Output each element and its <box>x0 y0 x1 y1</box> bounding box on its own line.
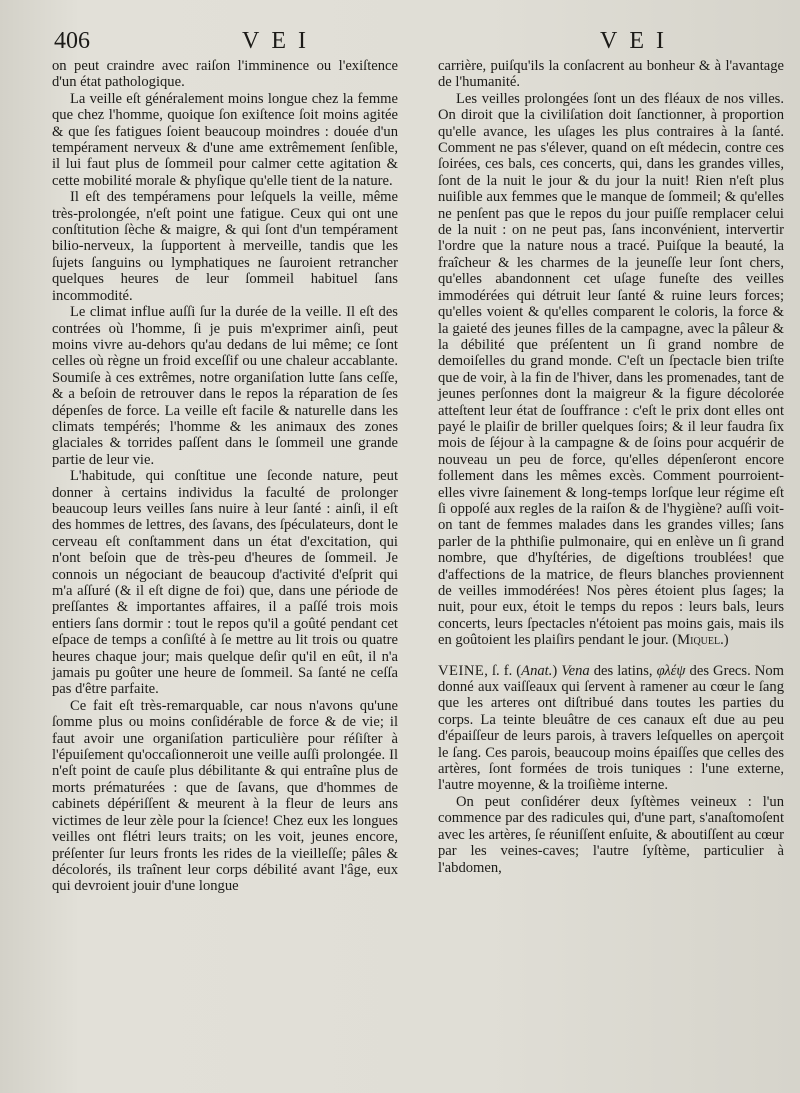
paragraph: Ce fait eſt très-remarquable, car nous n'avons qu'une ſomme plus ou moins conſidérable de force & de vie; il faut avoir une organiſation particulière pour réſiſter à l'épuiſement qu'occaſionneroit une veille auſſi prolongée. Il n'eſt point de cauſe plus débilitante & qui entraîne plus de morts prématurées : que de ſavans, que d'hommes de cabinets dépériſſent & meurent à la fleur de leurs ans victimes de leur zèle pour la ſcience! Chez eux les longues veilles ont flétri leurs traits; on les voit, jeunes encore, préſenter ſur leurs fronts les rides de la vieilleſſe; pâles & décolorés, ils traînent leur corps débilité avant l'âge, eux qui devroient jouir d'une longue <box>52 697 398 895</box>
entry-grammar: , ſ. f. ( <box>484 662 522 679</box>
paragraph: La veille eſt généralement moins longue chez la femme que chez l'homme, quoique ſon exiſtence ſoit moins agitée & que ſes fatigues ſoient beaucoup moindres : douée d'un tempérament nerveux & d'une ame extrêmement ſenſible, il lui faut plus de ſommeil pour calmer cette agitation & cette mobilité morale & phyſique qu'elle tient de la nature. <box>52 90 398 189</box>
running-head-right: VEI <box>600 28 676 54</box>
entry-latin-rest: des latins, <box>589 662 657 679</box>
entry-latin-word: Vena <box>561 662 590 679</box>
author-signature: (Miquel.) <box>672 632 729 649</box>
page-number: 406 <box>54 28 90 54</box>
paragraph-text: Les veilles prolongées ſont un des fléaux de nos villes. On diroit que la civiliſation doit ſanctionner, à proportion qu'elle avance, les uſages les plus contraires à la ſanté. Comment ne pas s'élever, quand on eſt médecin, contre ces ſoirées, ces bals, ces concerts, qui, dans les grandes villes, ſont de la nuit le jour & du jour la nuit! Rien n'eſt plus nuiſible aux femmes que le manque de ſommeil; & qu'elles ne penſent pas que le repos du jour puiſſe remplacer celui de la nuit : on ne peut pas, ſans inconvénient, intervertir l'ordre que la nature nous a tracé. Puiſque la beauté, la fraîcheur & les charmes de la jeuneſſe leur ſont chers, qu'elles abandonnent cet uſage funeſte des veilles immodérées qui détruit leur ſanté & ruine leurs forces; qu'elles voient & qu'elles comparent le coloris, la force & la gaieté des jeunes filles de la campagne, avec la pâleur & la débilité que préſentent un ſi grand nombre de demoiſelles du grand monde. C'eſt un ſpectacle bien triſte que de voir, à la fin de l'hiver, dans les promenades, tant de jeunes perſonnes dont la maigreur & la figure décolorée atteſtent leur état de ſouffrance : c'eſt le prix dont elles ont payé le plaiſir de briller quelques ſoirs; & il leur faudra ſix mois de ſéjour à la campagne & de ſoins pour acquérir de nouveau un peu de force, qu'elles dépenſeront encore follement dans les mêmes excès. Comment pourroient-elles vivre ſainement & long-temps lorſque leur régime eſt ſi oppoſé aux regles de la raiſon & de l'hygiène? auſſi voit-on tant de femmes malades dans les grandes villes; ſans parler de la phthiſie pulmonaire, qui en enlève un ſi grand nombre, que d'hyſtéries, de digeſtions troublées! que d'affections de la matrice, de fleurs blanches proviennent de veilles immodérées! Nos pères étoient plus ſages; la nuit, pour eux, étoit le temps du repos : leurs bals, leurs concerts, leurs ſpectacles n'étoient pas moins gais, mais ils en goûtoient les plaiſirs pendant le jour. <box>438 90 784 649</box>
running-head-left: VEI <box>242 28 318 54</box>
left-column <box>52 58 398 895</box>
text-columns <box>52 58 784 895</box>
entry-definition: des Grecs. Nom donné aux vaiſſeaux qui ſervent à ramener au cœur le ſang que les arteres ont diſtribué dans toutes les parties du corps. La teinte bleuâtre de ces canaux eſt due au peu d'épaiſſeur de leurs parois, à travers leſquelles on aperçoit le ſang. Ces parois, beaucoup moins épaiſſes que celles des artères, ſont formées de trois tuniques : l'une externe, l'autre moyenne, & la troiſième interne. <box>438 662 784 794</box>
paragraph: Il eſt des tempéramens pour leſquels la veille, même très-prolongée, n'eſt point une fatigue. Ceux qui ont une conſtitution ſèche & maigre, & qui ſont d'un tempérament bilio-nerveux, la ſupportent à merveille, tandis que les ſujets ſanguins ou lymphatiques ne ſauroient retrancher quelques heures de leur ſommeil habituel ſans incommodité. <box>52 189 398 304</box>
paragraph: Le climat influe auſſi ſur la durée de la veille. Il eſt des contrées où l'homme, ſi je puis m'exprimer ainſi, peut moins vivre au-dehors qu'au dedans de lui même; ce ſont celles où règne un froid exceſſif ou une chaleur accablante. Soumiſe à ces extrêmes, notre organiſation lutte ſans ceſſe, & a beſoin de retrouver dans le repos la réparation de ſes dépenſes de force. La veille eſt facile & naturelle dans les climats tempérés; l'homme & les animaux des zones glaciales & torrides paſſent dans le ſommeil une grande partie de leur vie. <box>52 304 398 468</box>
paragraph: L'habitude, qui conſtitue une ſeconde nature, peut donner à certains individus la faculté de prolonger beaucoup leurs veilles ſans nuire à leur ſanté : ainſi, il eſt des hommes de lettres, des ſavans, des ſpéculateurs, dont le cerveau eſt conſtamment dans un état d'excitation, qui n'ont beſoin que de très-peu d'heures de ſommeil. Je connois un négociant de beaucoup d'activité d'eſprit qui m'a aſſuré (& il eſt digne de foi) que, dans une période de preſſantes & importantes affaires, il a paſſé trois mois entiers ſans dormir : tout le repos qu'il a goûté pendant cet eſpace de temps a conſiſté à ſe mettre au lit trois ou quatre heures chaque jour; mais quelque deſir qu'il en eût, il n'a jamais pu goûter une heure de ſommeil. Sa ſanté ne ceſſa pas d'être parfaite. <box>52 468 398 698</box>
dictionary-entry <box>438 663 784 794</box>
entry-field: Anat. <box>521 662 553 679</box>
paragraph <box>438 91 784 649</box>
right-column <box>438 58 784 895</box>
paragraph: carrière, puiſqu'ils la conſacrent au bonheur & à l'avantage de l'humanité. <box>438 58 784 91</box>
paragraph: on peut craindre avec raiſon l'imminence ou l'exiſtence d'un état pathologique. <box>52 58 398 91</box>
paragraph: On peut conſidérer deux ſyſtèmes veineux : l'un commence par des radicules qui, d'une part, s'anaſtomoſent avec les artères, ſe réuniſſent enſuite, & aboutiſſent au cœur par les veines-caves; l'autre ſyſtème, particulier à l'abdomen, <box>438 793 784 876</box>
entry-greek-word: φλέψ <box>656 662 686 679</box>
page-header <box>52 18 784 58</box>
entry-latin-intro: ) <box>552 662 562 679</box>
entry-headword: VEINE <box>438 662 485 679</box>
